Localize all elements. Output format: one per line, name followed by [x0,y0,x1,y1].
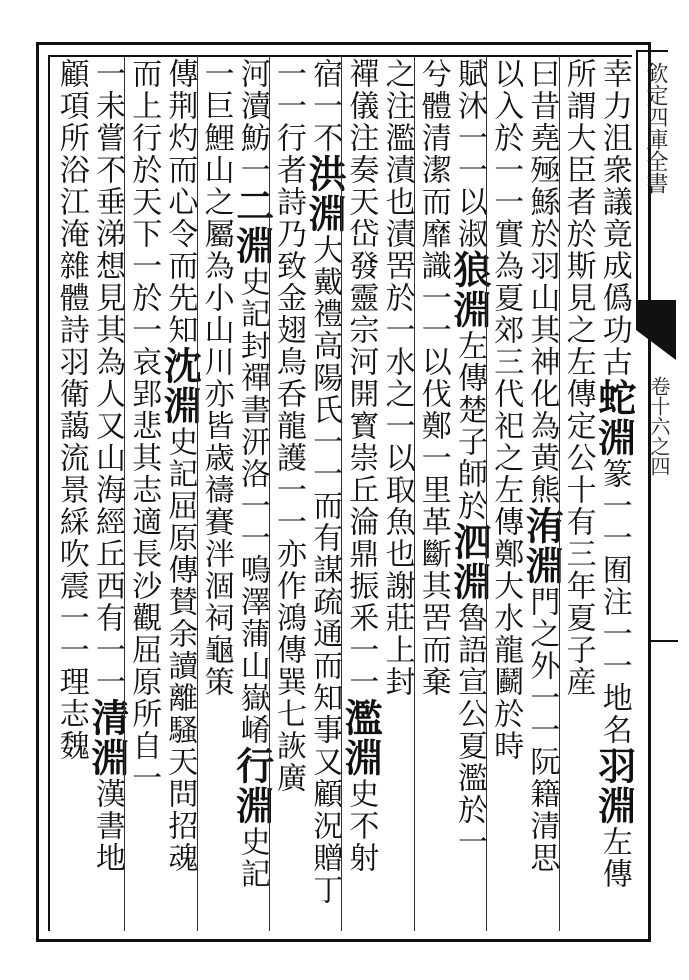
margin-rule [648,640,678,642]
entry-text: 大戴禮高陽氏一一而有謀疏通而知事又顧況贈丁 [307,234,343,906]
entry-text: 魯語宣公夏濫於一 [452,602,487,858]
entry-text: 宿一不 [307,58,343,154]
entry-heading: 沈淵 [157,346,203,426]
entry-text: 左傳定公十有三年夏 [560,346,596,634]
entry-text: 史記封禪書汧洛一一鳴澤蒲山嶽崤 [234,266,270,746]
entry-text: 所謂大臣者於斯見之 [560,58,596,346]
entry-text: 左傳 [596,826,632,890]
entry-heading: 洧淵 [519,506,565,586]
entry-text: 子産 [560,634,596,698]
juan-label: 卷十六之四 [647,376,671,476]
entry-text: 理志魏 [53,666,89,762]
entry-text: 兮體清潔而靡識 [415,58,451,282]
entry-text: 一巨鯉 [198,58,234,154]
entry-text: 左傳楚子師於 [452,330,487,522]
entry-heading: 羽淵 [591,746,637,826]
entry-text: 篆一一囿注一一地名 [596,458,632,746]
column-rule [414,55,415,931]
entry-text: 門之外一一阮籍清思 [524,586,560,874]
entry-text: 幸力沮衆議竟成僞功古 [596,58,632,378]
entry-text: 行者詩乃致金翅鳥呑龍護一一亦作鴻傳巽七詼廣 [271,122,306,794]
margin-title: 欽定四庫全書 [643,62,668,194]
entry-heading: 行淵 [229,746,275,826]
entry-text: 而上行於天下一於一 [126,58,162,346]
entry-text: 以入於一一實為夏郊三代祀之 [488,58,524,474]
column-rule [269,55,270,931]
column-rule [341,55,342,931]
column-rule [559,55,560,931]
entry-text: 一一 [271,58,306,122]
entry-heading: 蛇淵 [591,378,637,458]
entry-text: 傳荆灼而心令而先知 [162,58,198,346]
entry-text: 賦沐一一以淑 [452,58,487,250]
entry-text: 河瀆魴一 [234,58,270,186]
column-rule [486,55,487,931]
column-rule [197,55,198,931]
entry-text: 左傳鄭大水龍鬬於時 [488,474,524,762]
entry-text: 顧項所浴江淹雜體詩羽衛藹流景綵吹震一一 [53,58,89,666]
entry-text: 曰昔堯殛鯀於羽山其神化為黄熊 [524,58,560,506]
entry-text: 哀郢悲其志適長沙觀屈原所自一 [126,346,162,794]
entry-text: 龜策 [198,634,234,698]
fishtail-mark-icon [636,300,676,360]
column-rule [124,55,125,931]
entry-heading: 二淵 [229,186,275,266]
entry-text: 史不射 [343,778,379,874]
entry-heading: 洪淵 [302,154,348,234]
entry-heading: 泗淵 [447,522,492,602]
entry-heading: 狼淵 [447,250,492,330]
entry-heading: 濫淵 [338,698,384,778]
entry-heading: 清淵 [85,698,130,778]
entry-text: 史記屈原傳賛余讀離騷天問招魂 [162,426,198,874]
text-column [46,58,96,928]
entry-text: 一未嘗不垂涕想見其為人又山海經丘西有一一 [90,58,125,698]
entry-text: 之注濫漬也漬罟於一水之一以取魚也謝莊上封 [379,58,415,698]
entry-text: 一里革斷其罟而棄 [415,442,451,698]
entry-text: 一一以伐鄭 [415,282,451,442]
entry-text: 史記 [234,826,270,890]
entry-text: 禪儀注奏天岱發靈宗河開寳崇丘淪鼎振釆一一 [343,58,379,698]
entry-text: 漢書地 [90,778,125,874]
entry-text: 山之屬為小山川亦皆歳禱賽泮涸祠 [198,154,234,634]
